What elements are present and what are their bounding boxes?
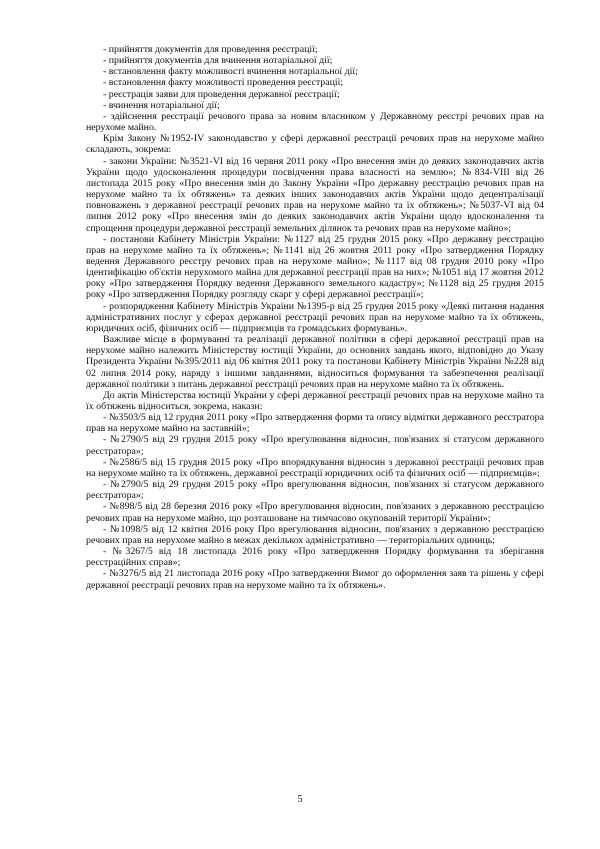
list-item-cabinet-resolutions: - постанови Кабінету Міністрів України: №1127 від 25 грудня 2015 року «Про державну реєстрацію прав на нерухоме майно та їх обтяжень»; №1141 від 26 жовтня 2011 року «Про затвердження Порядку ведення Державного реєстру речових прав на нерухоме майно»; №1117 від 08 грудня 2010 року «Про ідентифікацію об'єктів нерухомого майна для державної реєстрації прав на них»; №1051 від 17 жовтня 2012 року «Про затвердження Порядку ведення Державного земельного кадастру»; №1128 від 25 грудня 2015 року «Про затвердження Порядку розгляду скарг у сфері державної реєстрації»; <box>86 233 544 301</box>
paragraph-legislation-intro: Крім Закону №1952-IV законодавство у сфері державної реєстрації речових прав на нерухоме майно складають, зокрема: <box>86 133 544 156</box>
list-item-cabinet-order: - розпорядження Кабінету Міністрів України №1395-р від 25 грудня 2015 року «Деякі питання надання адміністративних послуг у сферах державної реєстрації речових прав на нерухоме майно та їх обтяжень, юридичних осіб, фізичних осіб — підприємців та громадських формувань». <box>86 300 544 334</box>
list-item-order-898: - №898/5 від 28 березня 2016 року «Про врегулювання відносин, пов'язаних з державною реєстрацією речових прав на нерухоме майно, що розташоване на тимчасово окупованій території України»; <box>86 501 544 524</box>
list-item-laws: - закони України: №3521-VI від 16 червня 2011 року «Про внесення змін до деяких законодавчих актів України щодо удосконалення процедури посвідчення права власності на землю»; №834-VIII від 26 листопада 2015 року «Про внесення змін до Закону України «Про державну реєстрацію речових прав на нерухоме майно та їх обтяжень» та деяких інших законодавчих актів України щодо децентралізації повноважень з державної реєстрації речових прав на нерухоме майно та їх обтяжень»; №5037-VI від 04 липня 2012 року «Про внесення змін до деяких законодавчих актів України щодо вдосконалення та спрощення процедури державної реєстрації земельних ділянок та речових прав на нерухоме майно»; <box>86 155 544 234</box>
list-item-order-3267: - №3267/5 від 18 листопада 2016 року «Про затвердження Порядку формування та зберігання реєстраційних справ»; <box>86 546 544 569</box>
list-item-order-2790-b: - №2790/5 від 29 грудня 2015 року «Про врегулювання відносин, пов'язаних зі статусом державного реєстратора»; <box>86 479 544 502</box>
list-item-order-3276: - №3276/5 від 21 листопада 2016 року «Про затвердження Вимог до оформлення заяв та рішень у сфері державної реєстрації речових прав на нерухоме майно та їх обтяжень». <box>86 568 544 591</box>
page-number: 5 <box>297 794 303 805</box>
paragraph-ministry-justice: Важливе місце в формуванні та реалізації державної політики в сфері державної реєстрації прав на нерухоме майно належить Міністерству юстиції України, до основних завдань якого, відповідно до Указу Президента України №395/2011 від 06 квітня 2011 року та постанови Кабінету Міністрів України №228 від 02 липня 2014 року, наряду з іншими завданнями, відноситься формування та забезпечення реалізації державної політики з питань державної реєстрації речових прав на нерухоме майно та їх обтяжень. <box>86 334 544 390</box>
list-item-application-registration: - реєстрація заяви для проведення державної реєстрації; <box>103 88 340 100</box>
list-item-documents-notarial: - прийняття документів для вчинення нотаріальної дії; <box>103 55 333 67</box>
list-item-order-2790-a: - №2790/5 від 29 грудня 2015 року «Про врегулювання відносин, пов'язаних зі статусом державного реєстратора»; <box>86 434 544 457</box>
list-item-order-3503: - №3503/5 від 12 грудня 2011 року «Про затвердження форми та опису відмітки державного реєстратора прав на нерухоме майно на заставній»; <box>86 412 544 435</box>
list-item-order-1098: - №1098/5 від 12 квітня 2016 року Про врегулювання відносин, пов'язаних з державною реєстрацією речових прав на нерухоме майно в межах декількох адміністративно — територіальних одиниць; <box>86 523 544 546</box>
list-item-new-owner-registration: - здійснення реєстрації речового права за новим власником у Державному реєстрі речових прав на нерухоме майно. <box>86 110 544 134</box>
list-item-documents-registration: - прийняття документів для проведення реєстрації; <box>103 44 318 55</box>
list-item-order-2586: - №2586/5 від 15 грудня 2015 року «Про впорядкування відносин з державної реєстрації речових прав на нерухоме майно та їх обтяжень, державної реєстрації юридичних осіб та фізичних осіб — підприємців»; <box>86 456 544 479</box>
list-item-fact-registration: - встановлення факту можливості проведення реєстрації; <box>103 77 344 89</box>
list-item-fact-notarial: - встановлення факту можливості вчинення нотаріальної дії; <box>103 66 358 78</box>
paragraph-ministry-acts-intro: До актів Міністерства юстиції України у сфері державної реєстрації речових прав на нерухоме майно та їх обтяжень відноситься, зокрема, накази: <box>86 389 544 412</box>
list-item-notarial-act: - вчинення нотаріальної дії; <box>103 99 220 111</box>
